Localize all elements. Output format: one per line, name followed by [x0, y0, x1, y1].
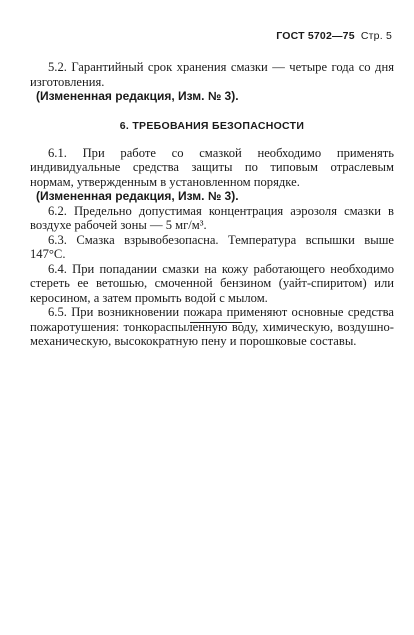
- amendment-note: (Измененная редакция, Изм. № 3).: [36, 89, 239, 103]
- section-title: 6. ТРЕБОВАНИЯ БЕЗОПАСНОСТИ: [119, 119, 305, 132]
- paragraph-6-5: 6.5. При возникновении пожара применяют основные средства пожаротушения: тонкораспыленную воду, химическую, воздушно-механическую, высокократную пену и порошковые составы.: [30, 305, 394, 348]
- paragraph-6-3: 6.3. Смазка взрывобезопасна. Температура вспышки выше 147°С.: [30, 232, 394, 261]
- paragraph-6-4: 6.4. При попадании смазки на кожу работающего необходимо стереть ее ветошью, смоченной бензином (уайт-спиритом) или керосином, а затем промыть водой с мылом.: [30, 261, 394, 305]
- page-header: [276, 30, 392, 42]
- paragraph-5-2: 5.2. Гарантийный срок хранения смазки — четыре года со дня изготовления.: [30, 60, 394, 89]
- end-rule: [190, 322, 242, 323]
- amendment-note: (Измененная редакция, Изм. № 3).: [36, 189, 239, 203]
- paragraph-6-2: 6.2. Предельно допустимая концентрация аэрозоля смазки в воздухе рабочей зоны — 5 мг/м³.: [30, 203, 394, 232]
- paragraph-6-1: 6.1. При работе со смазкой необходимо применять индивидуальные средства защиты по типовым отраслевым нормам, утвержденным в установленном порядке.: [30, 145, 394, 189]
- standard-number: ГОСТ 5702—75: [276, 30, 355, 42]
- page-number: Стр. 5: [360, 30, 392, 42]
- document-body: [30, 60, 394, 349]
